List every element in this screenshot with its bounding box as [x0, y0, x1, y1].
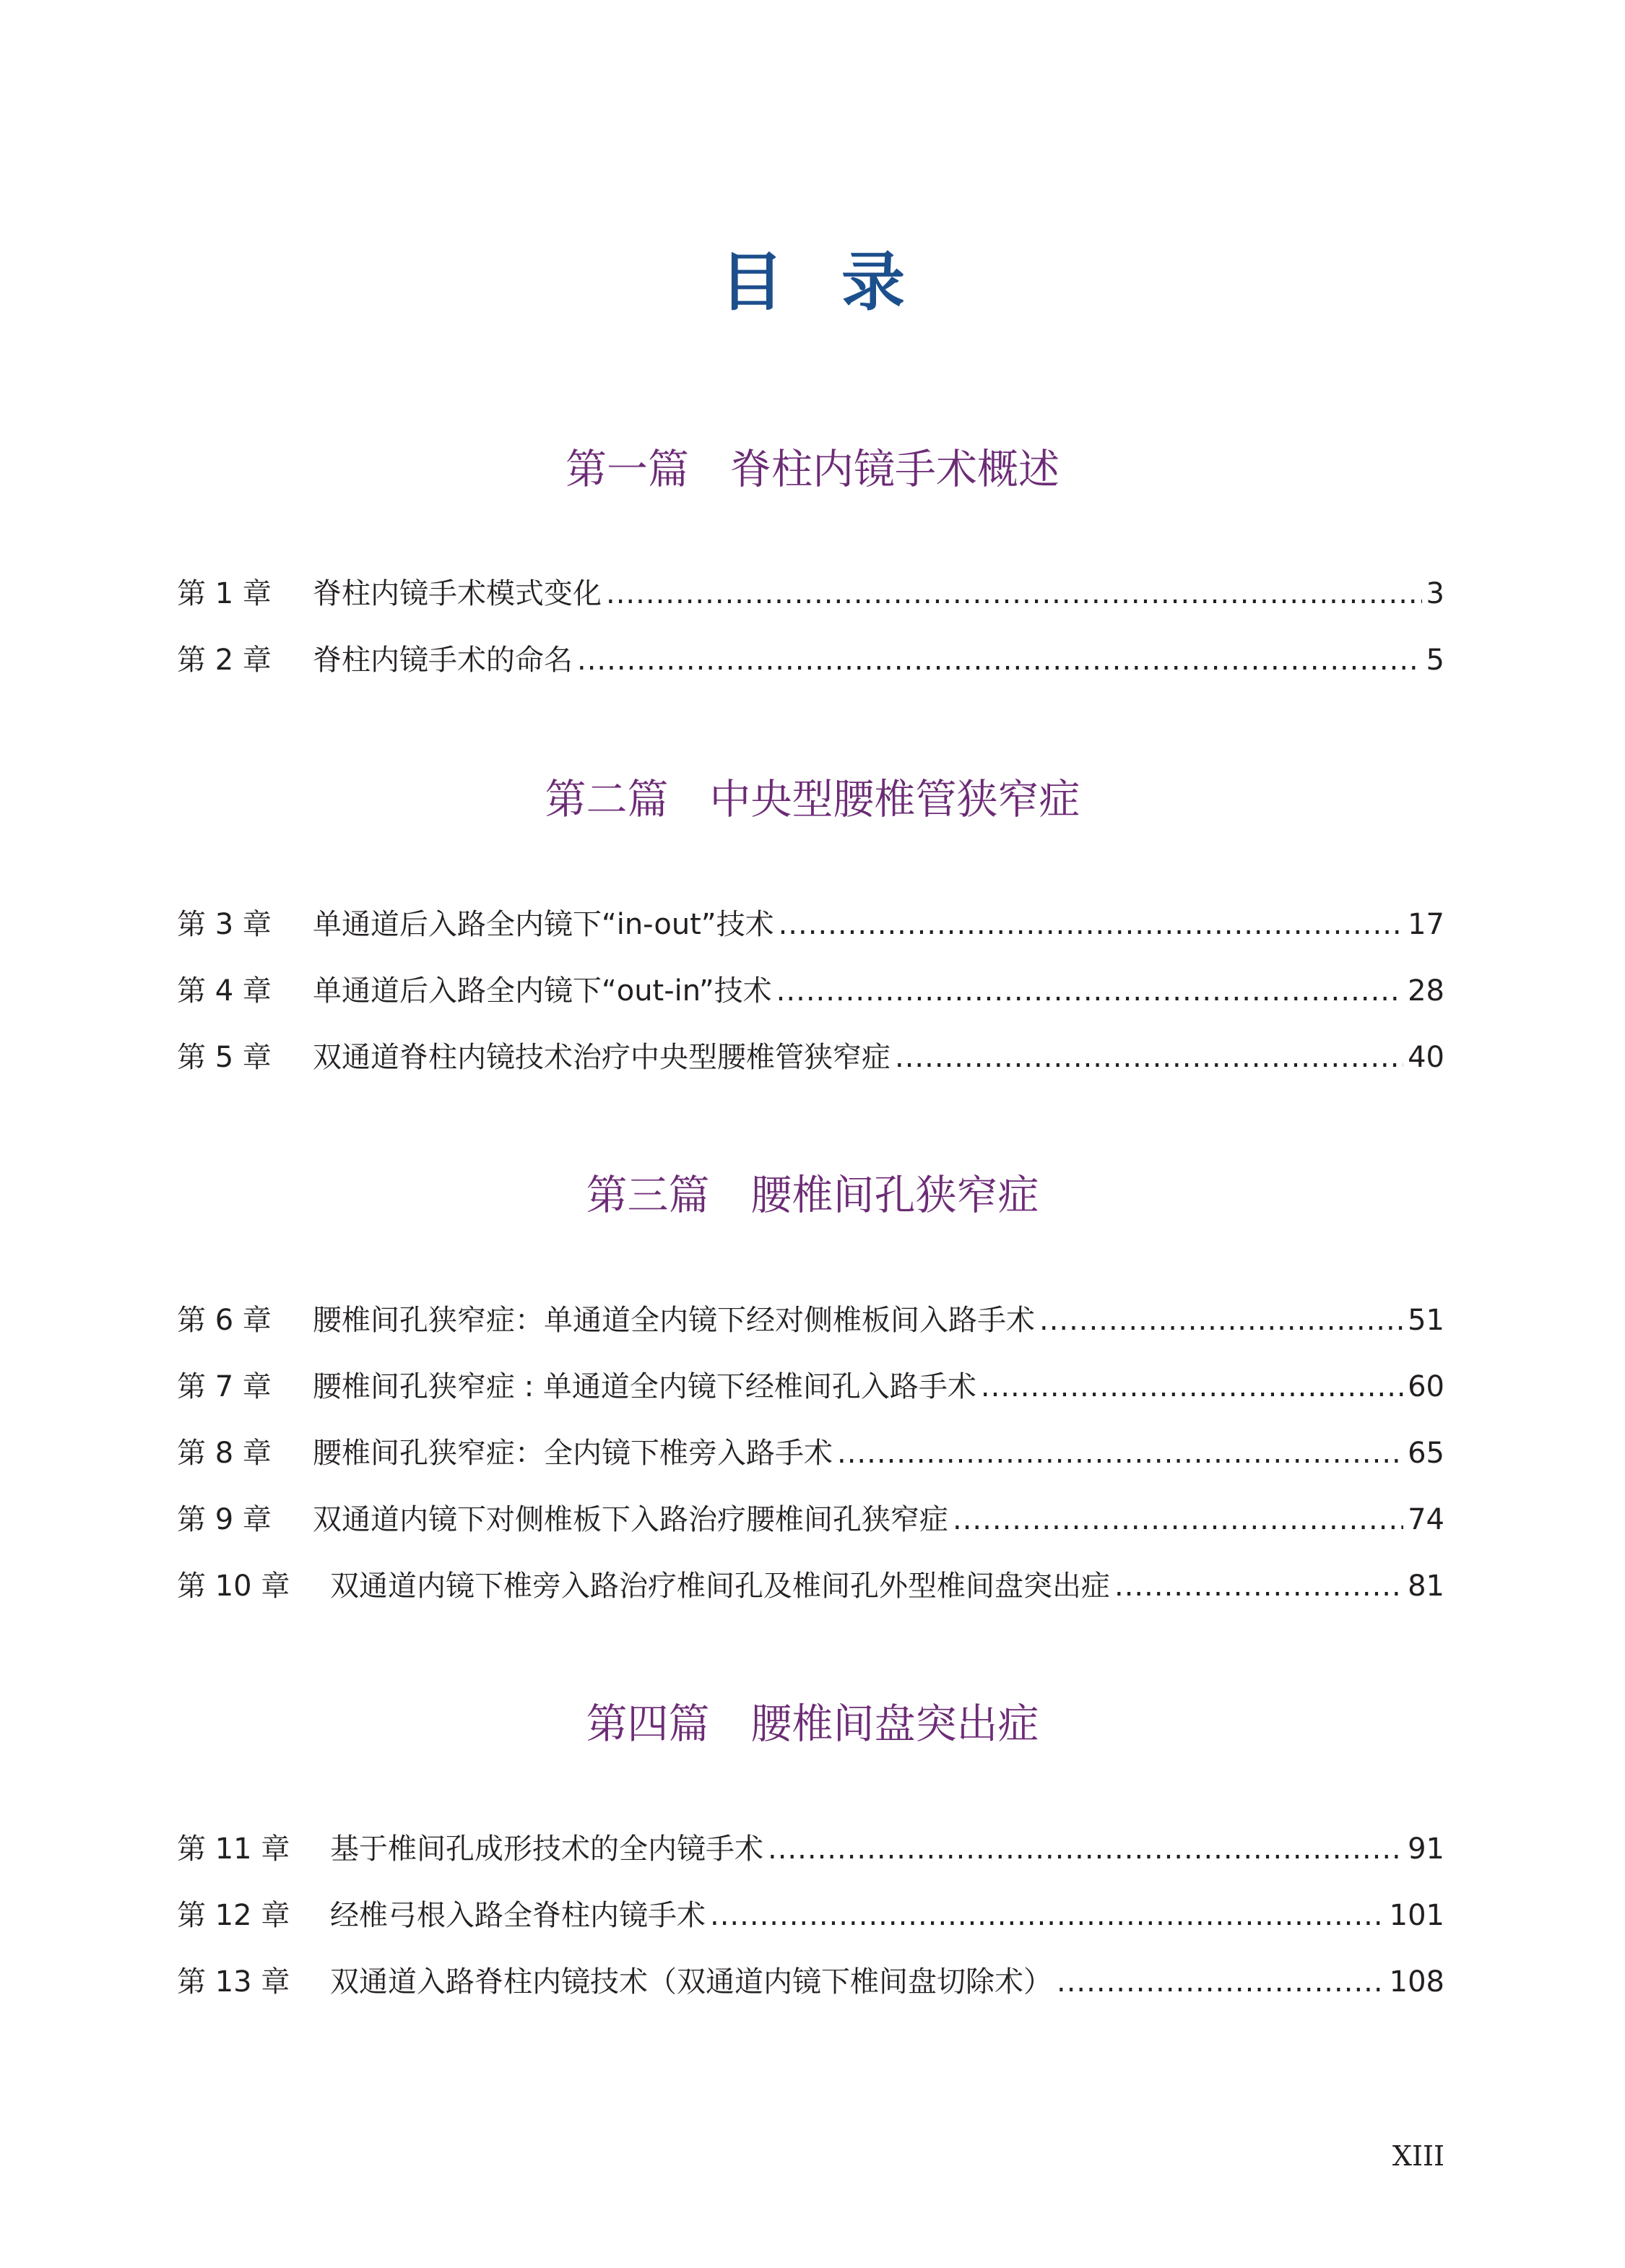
page-number: 40: [1408, 1041, 1444, 1074]
chapter-number: 第 4 章: [177, 974, 272, 1008]
toc-entry[interactable]: [177, 1498, 1444, 1541]
chapter-title: 单通道后入路全内镜下“out-in”技术: [313, 974, 772, 1008]
chapter-title: 脊柱内镜手术模式变化: [313, 577, 602, 610]
chapter-title: 脊柱内镜手术的命名: [313, 644, 573, 677]
dot-leader: [776, 969, 1403, 1013]
chapter-title: 双通道内镜下椎旁入路治疗椎间孔及椎间孔外型椎间盘突出症: [330, 1570, 1110, 1603]
toc-entry[interactable]: [177, 969, 1444, 1013]
page-number: 65: [1408, 1437, 1444, 1470]
chapter-title: 双通道入路脊柱内镜技术（双通道内镜下椎间盘切除术）: [330, 1965, 1052, 1999]
dot-leader: [1114, 1564, 1403, 1608]
page-folio: XIII: [1392, 2140, 1444, 2172]
chapter-number: 第 2 章: [177, 644, 272, 677]
chapter-number: 第 11 章: [177, 1832, 290, 1866]
chapter-title: 经椎弓根入路全脊柱内镜手术: [330, 1899, 706, 1932]
dot-leader: [1057, 1960, 1385, 2004]
chapter-number: 第 3 章: [177, 908, 272, 941]
part-heading: 第三篇 腰椎间孔狭窄症: [586, 1172, 1039, 1219]
chapter-number: 第 5 章: [177, 1041, 272, 1074]
toc-entry[interactable]: [177, 1365, 1444, 1408]
page-number: 17: [1408, 908, 1444, 941]
chapter-title: 腰椎间孔狭窄症 : 单通道全内镜下经椎间孔入路手术: [313, 1370, 976, 1403]
dot-leader: [837, 1432, 1403, 1475]
dot-leader: [895, 1036, 1403, 1079]
chapter-number: 第 8 章: [177, 1437, 272, 1470]
part-heading: 第四篇 腰椎间盘突出症: [586, 1700, 1039, 1748]
page-title: 目录: [719, 244, 963, 319]
chapter-number: 第 10 章: [177, 1570, 290, 1603]
chapter-title: 腰椎间孔狭窄症：单通道全内镜下经对侧椎板间入路手术: [313, 1304, 1035, 1337]
page-number: 74: [1408, 1503, 1444, 1536]
dot-leader: [577, 639, 1422, 682]
chapter-number: 第 13 章: [177, 1965, 290, 1999]
toc-entry[interactable]: [177, 903, 1444, 946]
page-number: 91: [1408, 1832, 1444, 1866]
dot-leader: [1039, 1299, 1403, 1342]
dot-leader: [779, 903, 1404, 946]
page-number: 60: [1408, 1370, 1444, 1403]
page-number: 51: [1408, 1304, 1444, 1337]
dot-leader: [606, 572, 1422, 615]
part-heading: 第二篇 中央型腰椎管狭窄症: [545, 776, 1080, 823]
chapter-number: 第 12 章: [177, 1899, 290, 1932]
page-number: 5: [1426, 644, 1444, 677]
toc-entry[interactable]: [177, 1894, 1444, 1937]
chapter-number: 第 1 章: [177, 577, 272, 610]
chapter-title: 基于椎间孔成形技术的全内镜手术: [330, 1832, 763, 1866]
dot-leader: [710, 1894, 1385, 1937]
toc-entry[interactable]: [177, 1036, 1444, 1079]
chapter-title: 双通道内镜下对侧椎板下入路治疗腰椎间孔狭窄症: [313, 1503, 948, 1536]
page-number: 81: [1408, 1570, 1444, 1603]
toc-entry[interactable]: [177, 1827, 1444, 1871]
page-number: 3: [1426, 577, 1444, 610]
part-heading: 第一篇 脊柱内镜手术概述: [566, 446, 1060, 493]
toc-entry[interactable]: [177, 1564, 1444, 1608]
page-number: 108: [1389, 1965, 1444, 1999]
page-number: 28: [1408, 974, 1444, 1008]
chapter-title: 腰椎间孔狭窄症：全内镜下椎旁入路手术: [313, 1437, 833, 1470]
chapter-number: 第 7 章: [177, 1370, 272, 1403]
dot-leader: [953, 1498, 1403, 1541]
toc-entry[interactable]: [177, 1960, 1444, 2004]
toc-entry[interactable]: [177, 572, 1444, 615]
chapter-title: 双通道脊柱内镜技术治疗中央型腰椎管狭窄症: [313, 1041, 890, 1074]
toc-entry[interactable]: [177, 1299, 1444, 1342]
dot-leader: [768, 1827, 1403, 1871]
chapter-number: 第 9 章: [177, 1503, 272, 1536]
toc-entry[interactable]: [177, 1432, 1444, 1475]
chapter-title: 单通道后入路全内镜下“in-out”技术: [313, 908, 774, 941]
page-number: 101: [1389, 1899, 1444, 1932]
dot-leader: [981, 1365, 1403, 1408]
chapter-number: 第 6 章: [177, 1304, 272, 1337]
toc-entry[interactable]: [177, 639, 1444, 682]
